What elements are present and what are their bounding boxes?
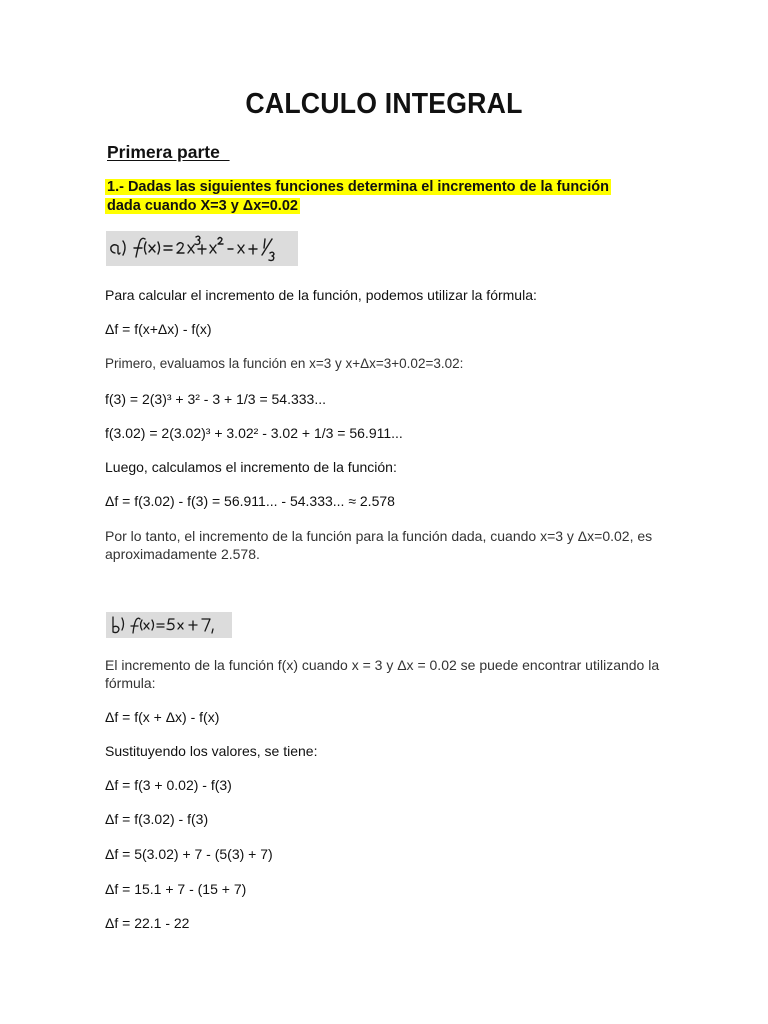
part-a-intro: Para calcular el incremento de la función, podemos utilizar la fórmula: [105,287,537,303]
handwritten-formula-b [106,612,232,638]
highlighted-question: 1.- Dadas las siguientes funciones determina el incremento de la función dada cuando X=3 y Δx=0.02 [107,179,609,214]
part-a-delta: Δf = f(3.02) - f(3) = 56.911... - 54.333... ≈ 2.578 [105,493,395,509]
question-text [105,178,645,216]
part-a-step1: Primero, evaluamos la función en x=3 y x+Δx=3+0.02=3.02: [105,356,464,371]
part-a-f3: f(3) = 2(3)³ + 3² - 3 + 1/3 = 54.333... [105,391,327,407]
part-a-f302: f(3.02) = 2(3.02)³ + 3.02² - 3.02 + 1/3 = 56.911... [105,425,403,441]
part-b-line-3: Δf = 5(3.02) + 7 - (5(3) + 7) [105,846,273,862]
part-b-intro: El incremento de la función f(x) cuando x = 3 y Δx = 0.02 se puede encontrar utilizando la fórmula: [105,657,660,691]
page-title: CALCULO INTEGRAL [245,88,523,120]
section-heading: Primera parte [107,142,230,162]
part-a-step2: Luego, calculamos el incremento de la función: [105,459,397,475]
handwritten-formula-a [106,231,298,266]
handwritten-formula-b-image [106,612,232,638]
part-a-conclusion: Por lo tanto, el incremento de la función para la función dada, cuando x=3 y Δx=0.02, es aproximadamente 2.578. [105,528,653,562]
part-a-formula: Δf = f(x+Δx) - f(x) [105,321,212,337]
part-b-formula: Δf = f(x + Δx) - f(x) [105,709,220,725]
handwritten-formula-a-image [106,231,298,266]
part-b-line-5: Δf = 22.1 - 22 [105,915,190,931]
part-b-line-1: Δf = f(3 + 0.02) - f(3) [105,777,232,793]
part-b-line-4: Δf = 15.1 + 7 - (15 + 7) [105,881,247,897]
part-b-subst: Sustituyendo los valores, se tiene: [105,743,318,759]
part-b-line-2: Δf = f(3.02) - f(3) [105,811,209,827]
